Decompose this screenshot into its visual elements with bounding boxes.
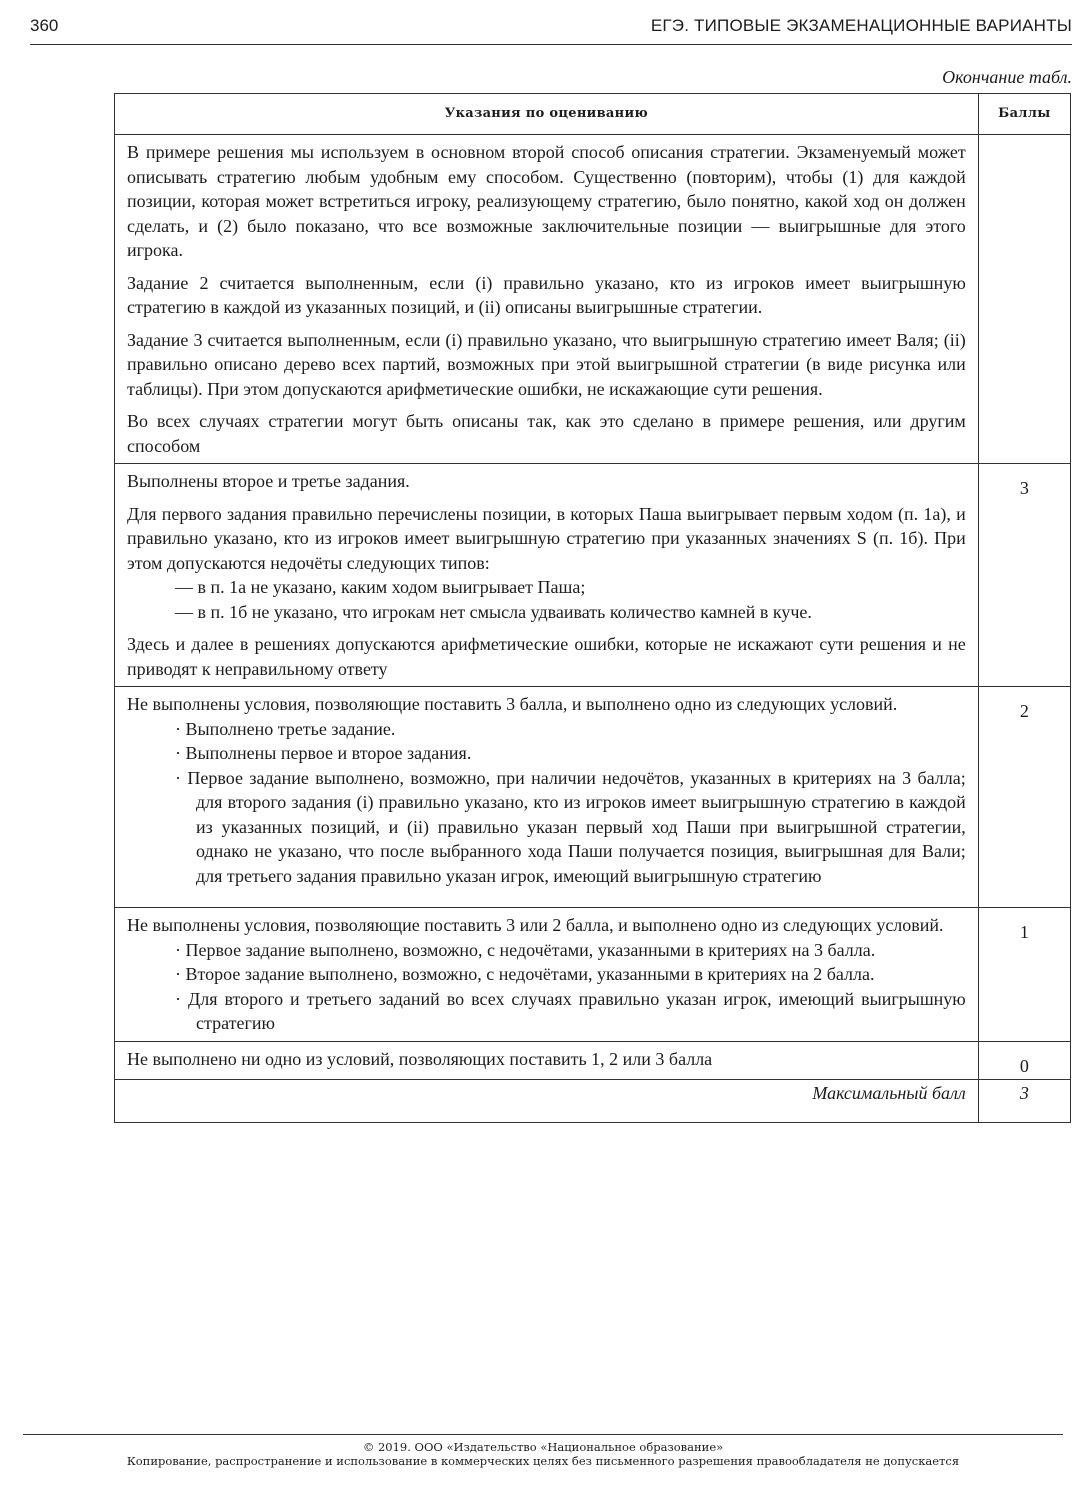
- criteria-dash-item: — в п. 1а не указано, каким ходом выигрывает Паша;: [175, 577, 586, 597]
- table-caption: Окончание табл.: [942, 67, 1072, 87]
- criteria-cell-0: [115, 1041, 979, 1080]
- table-row-0-points: [115, 1041, 1071, 1080]
- criteria-cell-3: [115, 464, 979, 687]
- points-value: 2: [978, 687, 1070, 908]
- table-row-3-points: [115, 464, 1071, 687]
- table-row-max-score: [115, 1080, 1071, 1123]
- criteria-paragraph: Не выполнены условия, позволяющие поставить 3 балла, и выполнено одно из следующих условий.: [127, 694, 898, 714]
- copyright-notice: Копирование, распространение и использование в коммерческих целях без письменного разрешения правообладателя не допускается: [126, 1454, 960, 1468]
- column-header-points: Баллы: [978, 94, 1070, 135]
- page-header: [30, 14, 1072, 45]
- points-cell-empty: [978, 135, 1070, 464]
- criteria-dash-item: — в п. 1б не указано, что игрокам нет смысла удваивать количество камней в куче.: [175, 601, 812, 622]
- criteria-bullet-item: · Второе задание выполнено, возможно, с недочётами, указанными в критериях на 2 балла.: [175, 964, 875, 984]
- points-value: 1: [978, 908, 1070, 1042]
- general-note-paragraph: Задание 2 считается выполненным, если (i) правильно указано, кто из игроков имеет выигрышную стратегию в каждой из указанных позиций, и (ii) описаны выигрышные стратегии.: [127, 272, 966, 317]
- copyright-line: © 2019. ООО «Издательство «Национальное образование»: [362, 1440, 724, 1454]
- criteria-bullet-item: · Для второго и третьего заданий во всех случаях правильно указан игрок, имеющий выигрышную стратегию: [175, 988, 966, 1033]
- criteria-paragraph: Не выполнено ни одно из условий, позволяющих поставить 1, 2 или 3 балла: [127, 1048, 713, 1069]
- general-note-paragraph: Во всех случаях стратегии могут быть описаны так, как это сделано в примере решения, или другим способом: [127, 411, 966, 456]
- criteria-bullet-item: · Первое задание выполнено, возможно, при наличии недочётов, указанных в критериях на 3 балла; для второго задания (i) правильно указано, кто из игроков имеет выигрышную стратегию в каждой из указанных позиций, и (ii) правильно указан первый ход Паши при выигрышной стратегии, однако не указано, что после выбранного хода Паши получается позиция, выигрышная для Вали; для третьего задания правильно указан игрок, имеющий выигрышную стратегию: [175, 767, 966, 886]
- criteria-cell-2: [115, 687, 979, 908]
- page-number: 360: [30, 16, 59, 35]
- page-footer: [23, 1434, 1063, 1468]
- max-score-label: Максимальный балл: [115, 1080, 979, 1123]
- general-note-paragraph: В примере решения мы используем в основном второй способ описания стратегии. Экзаменуемый может описывать стратегию любым удобным ему способом. Существенно (повторим), чтобы (1) для каждой позиции, которая может встретиться игроку, реализующему стратегию, было понятно, какой ход он должен сделать, и (2) было показано, что все возможные заключительные позиции — выигрышные для этого игрока.: [127, 142, 966, 260]
- criteria-paragraph: Для первого задания правильно перечислены позиции, в которых Паша выигрывает первым ходом (п. 1а), и правильно указано, кто из игроков имеет выигрышную стратегию при указанных значениях S (п. 1б). При этом допускаются недочёты следующих типов:: [127, 503, 966, 573]
- table-row-2-points: [115, 687, 1071, 908]
- points-value: 0: [978, 1041, 1070, 1080]
- running-title: ЕГЭ. ТИПОВЫЕ ЭКЗАМЕНАЦИОННЫЕ ВАРИАНТЫ: [650, 16, 1072, 35]
- criteria-cell-1: [115, 908, 979, 1042]
- table-header-row: [115, 94, 1071, 135]
- column-header-instructions: Указания по оцениванию: [115, 94, 979, 135]
- grading-criteria-table: [114, 93, 1071, 1123]
- criteria-bullet-item: · Выполнены первое и второе задания.: [175, 743, 472, 763]
- max-score-value: 3: [978, 1080, 1070, 1123]
- criteria-bullet-item: · Выполнено третье задание.: [175, 718, 396, 739]
- table-row-general-notes: [115, 135, 1071, 464]
- general-note-paragraph: Задание 3 считается выполненным, если (i) правильно указано, что выигрышную стратегию имеет Валя; (ii) правильно описано дерево всех партий, возможных при этой выигрышной стратегии (в виде рисунка или таблицы). При этом допускаются арифметические ошибки, не искажающие сути решения.: [127, 329, 966, 399]
- criteria-paragraph: Здесь и далее в решениях допускаются арифметические ошибки, которые не искажают сути решения и не приводят к неправильному ответу: [127, 634, 966, 679]
- criteria-paragraph: Выполнены второе и третье задания.: [127, 471, 410, 491]
- criteria-paragraph: Не выполнены условия, позволяющие поставить 3 или 2 балла, и выполнено одно из следующих условий.: [127, 915, 944, 935]
- points-value: 3: [978, 464, 1070, 687]
- general-notes-cell: [115, 135, 979, 464]
- criteria-bullet-item: · Первое задание выполнено, возможно, с недочётами, указанными в критериях на 3 балла.: [175, 939, 876, 960]
- table-row-1-point: [115, 908, 1071, 1042]
